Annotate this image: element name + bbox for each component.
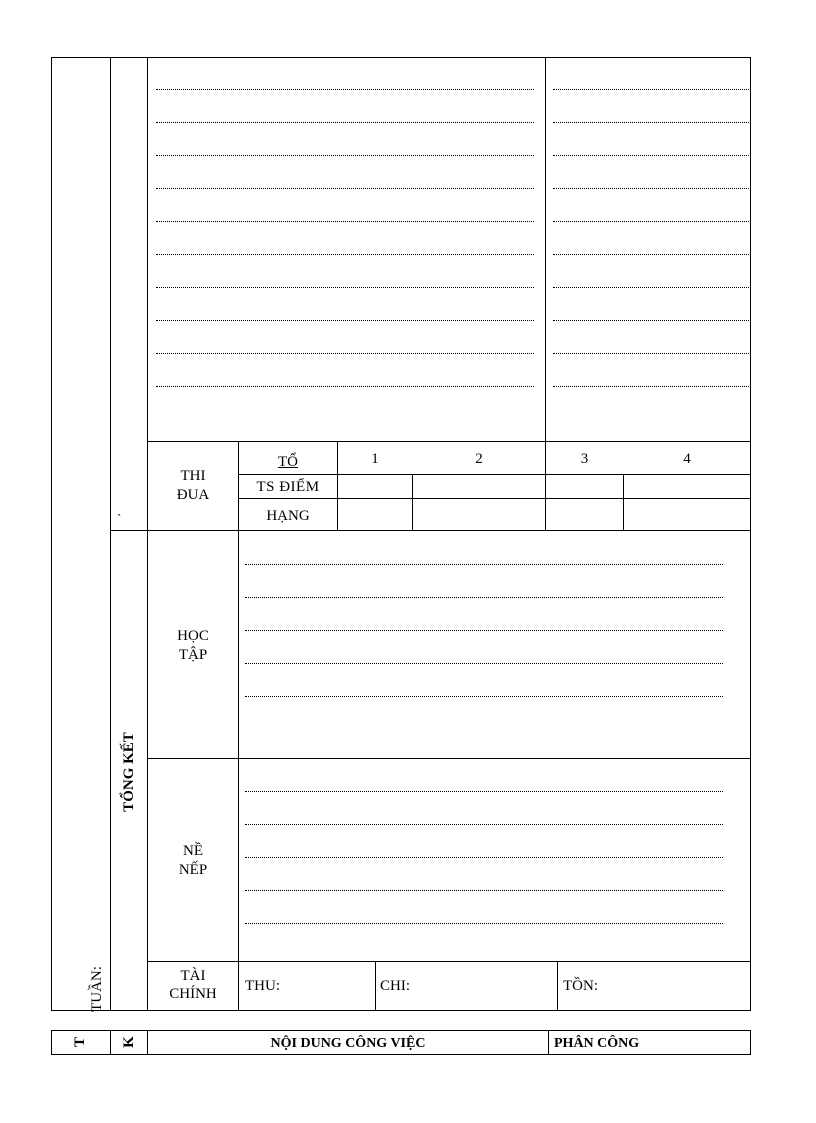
thi-dua-label-line2: ĐUA xyxy=(176,487,210,503)
hoc-tap-line2: TẬP xyxy=(178,647,208,663)
tuan-vertical-label: TUẦN: xyxy=(89,966,105,1012)
strip-divider-1 xyxy=(110,57,111,1011)
frame-left-line xyxy=(51,57,52,1011)
dotted-line xyxy=(245,857,723,858)
thi-dua-col-4 xyxy=(623,474,624,531)
thi-dua-label-line1: THI xyxy=(180,468,206,484)
row-to-label: TỔ xyxy=(278,454,298,470)
dotted-line xyxy=(156,155,534,156)
dotted-line xyxy=(156,188,534,189)
dotted-line xyxy=(156,386,534,387)
dotted-line xyxy=(245,890,723,891)
hoc-tap-bottom-line xyxy=(147,758,751,759)
ne-nep-line1: NỀ xyxy=(183,843,203,859)
tai-chinh-line2: CHÍNH xyxy=(169,986,217,1002)
group-2-header: 2 xyxy=(475,451,483,467)
dotted-line xyxy=(245,923,723,924)
dotted-line xyxy=(245,824,723,825)
frame-right-line xyxy=(750,57,751,1011)
frame-bottom-line xyxy=(51,1010,751,1011)
dotted-line xyxy=(553,122,749,123)
chi-label: CHI: xyxy=(380,978,410,994)
tai-chinh-line1: TÀI xyxy=(180,968,206,984)
dotted-line xyxy=(245,564,723,565)
ne-nep-line2: NẾP xyxy=(178,862,208,878)
dotted-line xyxy=(156,122,534,123)
dotted-line xyxy=(156,221,534,222)
dotted-line xyxy=(245,663,723,664)
bottom-header-col3 xyxy=(548,1030,549,1055)
tai-chinh-label xyxy=(148,967,238,1003)
ton-label: TỒN: xyxy=(563,978,598,994)
noi-dung-header: NỘI DUNG CÔNG VIỆC xyxy=(270,1036,426,1051)
dotted-line xyxy=(553,221,749,222)
dotted-line xyxy=(245,597,723,598)
dotted-line xyxy=(245,630,723,631)
dotted-line xyxy=(553,320,749,321)
dotted-line xyxy=(156,254,534,255)
thu-label: THU: xyxy=(245,978,280,994)
col-t-label: T xyxy=(72,1037,88,1048)
row-ts-diem-label: TS ĐIỂM xyxy=(256,479,320,495)
dotted-line xyxy=(553,89,749,90)
notes-column-divider xyxy=(545,57,546,441)
tai-chinh-divider-2 xyxy=(557,961,558,1011)
thi-dua-col-2 xyxy=(412,474,413,531)
bottom-header-col1 xyxy=(110,1030,111,1055)
hoc-tap-label xyxy=(148,627,238,665)
bottom-header-bottom xyxy=(51,1054,751,1055)
dotted-line xyxy=(156,89,534,90)
row-hang-label: HẠNG xyxy=(266,508,310,524)
tong-ket-vertical-label: TỔNG KẾT xyxy=(121,732,137,812)
tai-chinh-divider-1 xyxy=(375,961,376,1011)
dotted-line xyxy=(553,287,749,288)
dotted-line xyxy=(553,353,749,354)
thi-dua-label xyxy=(148,467,238,505)
bottom-header-left xyxy=(51,1030,52,1055)
hoc-tap-line1: HỌC xyxy=(177,628,209,644)
thi-dua-row-line-2 xyxy=(238,498,751,499)
bottom-header-right xyxy=(750,1030,751,1055)
dotted-line xyxy=(553,254,749,255)
dotted-line xyxy=(553,386,749,387)
group-4-header: 4 xyxy=(683,451,691,467)
phan-cong-header: PHÂN CÔNG xyxy=(554,1036,640,1051)
ne-nep-label xyxy=(148,842,238,880)
accent-mark: ˋ xyxy=(117,511,122,526)
thi-dua-row-line-1 xyxy=(238,474,751,475)
dotted-line xyxy=(156,287,534,288)
col-k-label: K xyxy=(121,1036,137,1048)
dotted-line xyxy=(553,188,749,189)
section-label-divider xyxy=(238,530,239,1011)
dotted-line xyxy=(553,155,749,156)
group-3-header: 3 xyxy=(580,451,589,467)
dotted-line xyxy=(156,353,534,354)
thi-dua-bottom-line xyxy=(110,530,751,531)
frame-top-line xyxy=(51,57,751,58)
dotted-line xyxy=(245,791,723,792)
group-1-header: 1 xyxy=(371,451,379,467)
dotted-line xyxy=(245,696,723,697)
bottom-header-top xyxy=(51,1030,751,1031)
ne-nep-bottom-line xyxy=(147,961,751,962)
dotted-line xyxy=(156,320,534,321)
